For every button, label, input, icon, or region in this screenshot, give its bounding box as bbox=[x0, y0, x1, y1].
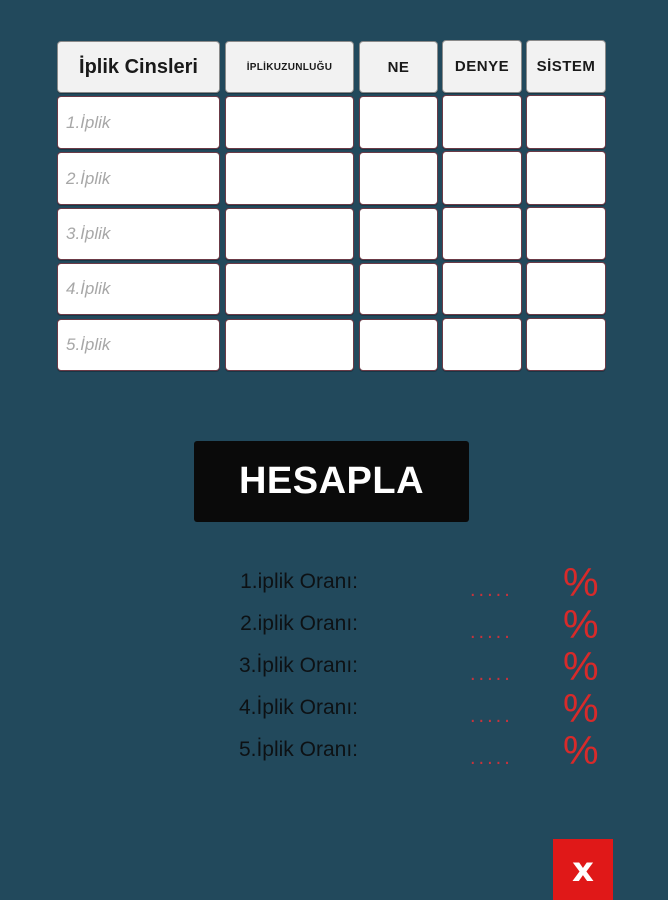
header-iplik-uzunlugu: İPLİKUZUNLUĞU bbox=[225, 41, 354, 93]
sistem-input-3[interactable] bbox=[526, 207, 606, 260]
yarn-name-input-5[interactable] bbox=[57, 319, 220, 371]
ne-input-4[interactable] bbox=[359, 263, 438, 315]
yarn-length-input-4[interactable] bbox=[225, 263, 354, 315]
ne-input-1[interactable] bbox=[359, 96, 438, 149]
yarn-length-input-1[interactable] bbox=[225, 96, 354, 149]
denye-input-3[interactable] bbox=[442, 207, 522, 260]
result-label-4: 4.İplik Oranı: bbox=[238, 696, 358, 719]
sistem-input-4[interactable] bbox=[526, 262, 606, 315]
yarn-name-placeholder-5: 5.İplik bbox=[66, 335, 111, 354]
yarn-name-input-1[interactable] bbox=[57, 96, 220, 149]
ne-input-2[interactable] bbox=[359, 152, 438, 205]
yarn-name-input-3[interactable] bbox=[57, 208, 220, 260]
result-label-2: 2.iplik Oranı: bbox=[240, 612, 358, 635]
hesapla-button[interactable]: HESAPLA bbox=[194, 441, 469, 522]
yarn-length-input-2[interactable] bbox=[225, 152, 354, 205]
close-button[interactable] bbox=[553, 839, 613, 900]
header-iplik-cinsleri: İplik Cinsleri bbox=[57, 41, 220, 93]
denye-input-2[interactable] bbox=[442, 151, 522, 205]
percent-sign-4: % bbox=[563, 687, 599, 731]
result-label-3: 3.İplik Oranı: bbox=[238, 654, 358, 677]
header-ne: NE bbox=[359, 41, 438, 93]
result-value-4: ..... bbox=[470, 705, 513, 727]
sistem-input-2[interactable] bbox=[526, 151, 606, 205]
denye-input-1[interactable] bbox=[442, 95, 522, 149]
ne-input-5[interactable] bbox=[359, 319, 438, 371]
result-label-5: 5.İplik Oranı: bbox=[238, 738, 358, 761]
yarn-name-placeholder-4: 4.İplik bbox=[66, 279, 111, 298]
yarn-name-input-2[interactable] bbox=[57, 152, 220, 205]
result-value-3: ..... bbox=[470, 663, 513, 685]
denye-input-4[interactable] bbox=[442, 262, 522, 315]
result-value-1: ..... bbox=[470, 579, 513, 601]
percent-sign-3: % bbox=[563, 645, 599, 689]
denye-input-5[interactable] bbox=[442, 318, 522, 371]
result-label-1: 1.iplik Oranı: bbox=[240, 570, 358, 593]
yarn-length-input-5[interactable] bbox=[225, 319, 354, 371]
yarn-length-input-3[interactable] bbox=[225, 208, 354, 260]
sistem-input-5[interactable] bbox=[526, 318, 606, 371]
yarn-name-input-4[interactable] bbox=[57, 263, 220, 315]
yarn-name-placeholder-2: 2.İplik bbox=[66, 168, 111, 188]
sistem-input-1[interactable] bbox=[526, 95, 606, 149]
percent-sign-1: % bbox=[563, 561, 599, 605]
percent-sign-5: % bbox=[563, 729, 599, 773]
close-icon: x bbox=[572, 849, 594, 890]
percent-sign-2: % bbox=[563, 603, 599, 647]
yarn-name-placeholder-1: 1.İplik bbox=[66, 112, 111, 132]
header-denye: DENYE bbox=[442, 40, 522, 93]
result-value-5: ..... bbox=[470, 747, 513, 769]
ne-input-3[interactable] bbox=[359, 208, 438, 260]
result-value-2: ..... bbox=[470, 621, 513, 643]
yarn-name-placeholder-3: 3.İplik bbox=[66, 224, 111, 243]
header-sistem: SİSTEM bbox=[526, 40, 606, 93]
